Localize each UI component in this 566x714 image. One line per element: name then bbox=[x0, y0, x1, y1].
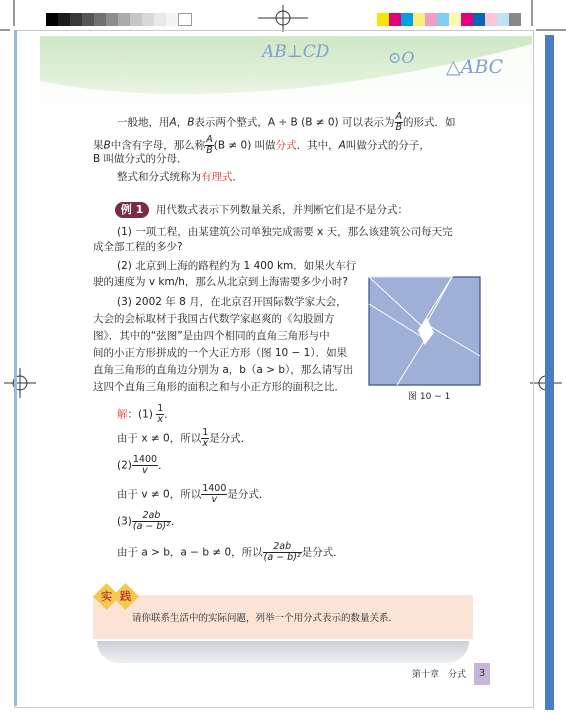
definition-line-1: 一般地，用A，B表示两个整式，A ÷ B (B ≠ 0) 可以表示为 $\frac{A}{B}$ 的形式．如 bbox=[117, 111, 456, 133]
chord-diagram-figure bbox=[368, 276, 481, 386]
definition-line-3: B 叫做分式的分母． bbox=[93, 153, 188, 165]
header-perpendicular-text: AB⊥CD bbox=[262, 42, 330, 62]
solution-3: (3) $\frac{2ab}{\text{(a − b)²}}$ ． bbox=[117, 510, 182, 532]
right-margin-stripe bbox=[545, 35, 554, 710]
question-2-line-1: (2) 北京到上海的路程约为 1 400 km．如果火车行 bbox=[117, 260, 357, 272]
solution-2-reason: 由于 v ≠ 0，所以 $\frac{1400}{v}$ 是分式． bbox=[117, 483, 270, 505]
solution-1: 解：(1) $\frac{1}{x}$ ． bbox=[117, 403, 175, 425]
chapter-footer: 第十章 分式 bbox=[412, 670, 467, 680]
question-1-line-1: (1) 一项工程，由某建筑公司单独完成需要 x 天，那么该建筑公司每天完 bbox=[117, 226, 453, 238]
rational-expression-sentence: 整式和分式统称为有理式． bbox=[117, 171, 243, 183]
question-3-line-3: 图》．其中的“弦图”是由四个相同的直角三角形与中 bbox=[93, 330, 330, 342]
term-fraction: 分式 bbox=[275, 139, 297, 152]
question-3-line-6: 这四个直角三角形的面积之和与小正方形的面积之比． bbox=[93, 381, 345, 393]
practice-badge-char-2: 践 bbox=[120, 590, 131, 603]
practice-text: 请你联系生活中的实际问题，列举一个用分式表示的数量关系． bbox=[132, 613, 399, 624]
definition-line-2: 果B中含有字母，那么称 $\frac{A}{B}$ (B ≠ 0) 叫做分式．其中，A叫做分式的分子， bbox=[93, 134, 430, 156]
left-margin-stripe bbox=[14, 30, 17, 706]
header-triangle-text: △ABC bbox=[446, 56, 504, 78]
question-3-line-5: 直角三角形的直角边分别为 a，b（a > b），那么请写出 bbox=[93, 364, 354, 376]
header-circle-text: ⊙O bbox=[388, 48, 415, 67]
question-3-line-4: 间的小正方形拼成的一个大正方形（图 10 − 1）．如果 bbox=[93, 347, 348, 359]
example-title: 用代数式表示下列数量关系，并判断它们是不是分式： bbox=[156, 204, 408, 216]
question-3-line-2: 大会的会标取材于我国古代数学家赵爽的《勾股圆方 bbox=[93, 313, 335, 325]
practice-box-shadow bbox=[97, 641, 469, 663]
practice-badge-char-1: 实 bbox=[101, 590, 112, 603]
solution-3-reason: 由于 a > b，a − b ≠ 0，所以 $\frac{2ab}{\text{(a − b)²}}$ 是分式． bbox=[117, 541, 344, 563]
question-2-line-2: 驶的速度为 v km/h，那么从北京到上海需要多少小时? bbox=[93, 276, 348, 288]
question-1-line-2: 成全部工程的多少? bbox=[93, 241, 183, 253]
question-3-line-1: (3) 2002 年 8 月，在北京召开国际数学家大会， bbox=[117, 296, 347, 308]
example-badge: 例 1 bbox=[115, 202, 149, 218]
solution-1-reason: 由于 x ≠ 0，所以 $\frac{1}{x}$ 是分式． bbox=[117, 427, 252, 449]
term-rational-expression: 有理式 bbox=[201, 171, 233, 183]
solution-2: (2) $\frac{1400}{v}$ ． bbox=[117, 454, 169, 476]
page-number: 3 bbox=[474, 663, 490, 685]
figure-caption: 图 10 − 1 bbox=[408, 392, 451, 402]
solution-label: 解 bbox=[117, 408, 128, 421]
